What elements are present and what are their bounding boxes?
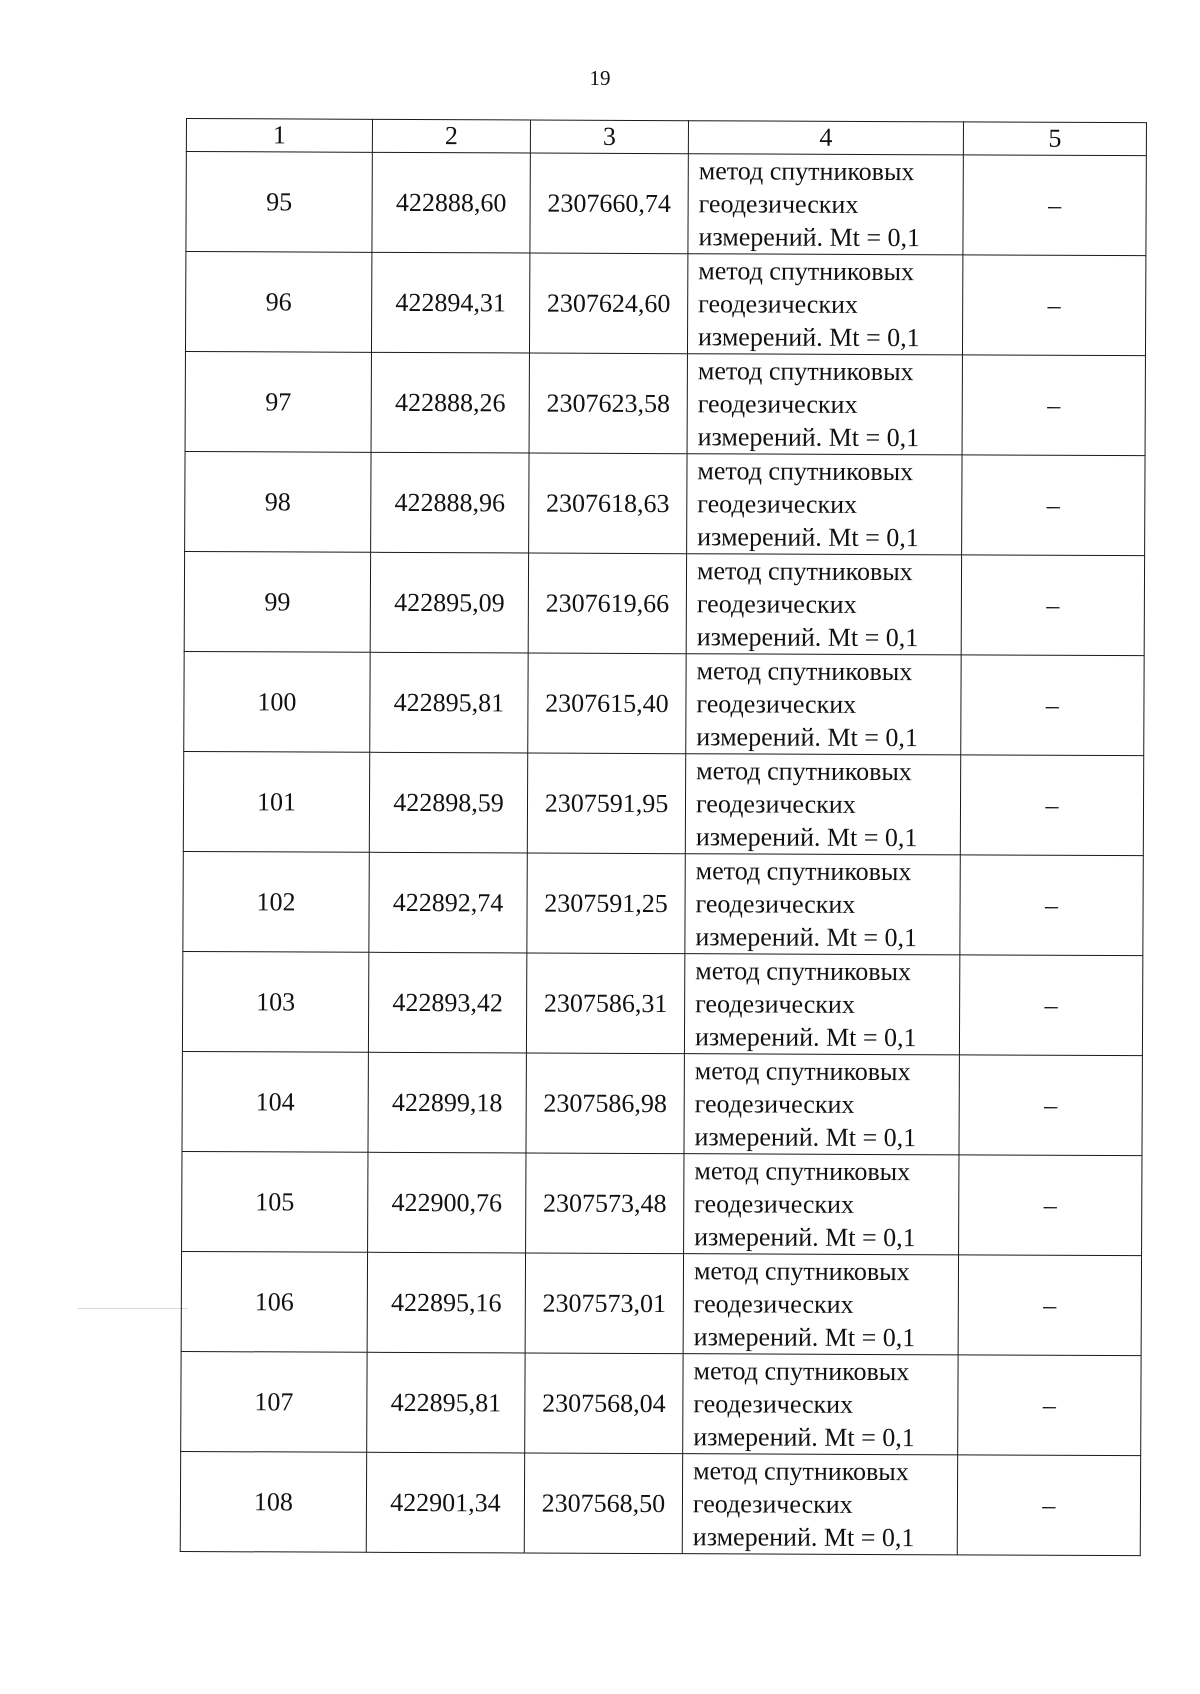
coordinate-y-cell: 2307591,25 [527, 853, 685, 954]
method-line-3: измерений. Mt = 0,1 [695, 822, 918, 853]
coordinate-y-cell: 2307624,60 [529, 253, 687, 354]
method-line-1: метод спутниковых [696, 556, 913, 587]
method-line-3: измерений. Mt = 0,1 [698, 222, 921, 253]
coordinate-x-cell: 422888,96 [371, 452, 529, 553]
point-number-cell: 105 [182, 1151, 368, 1252]
method-line-2: геодезических [694, 1189, 855, 1219]
method-line-2: геодезических [697, 389, 858, 419]
page-number: 19 [589, 66, 611, 90]
point-number-cell: 95 [186, 152, 372, 253]
table-row [185, 252, 1145, 356]
table-row [185, 351, 1145, 455]
method-line-3: измерений. Mt = 0,1 [697, 522, 919, 553]
description-cell: – [962, 255, 1145, 356]
point-number-cell: 108 [180, 1451, 366, 1552]
method-line-1: метод спутниковых [697, 456, 914, 487]
description-cell: – [963, 155, 1146, 256]
method-line-3: измерений. Mt = 0,1 [696, 722, 918, 753]
description-cell: – [961, 655, 1144, 756]
description-cell: – [960, 755, 1143, 856]
table-row [182, 951, 1142, 1055]
method-line-1: метод спутниковых [693, 1456, 909, 1487]
coordinate-y-cell: 2307615,40 [528, 653, 686, 754]
method-line-3: измерений. Mt = 0,1 [694, 1222, 916, 1253]
method-line-1: метод спутниковых [696, 656, 913, 687]
method-line-2: геодезических [696, 589, 857, 619]
method-line-3: измерений. Mt = 0,1 [692, 1522, 915, 1553]
table-row [184, 651, 1144, 755]
method-line-1: метод спутниковых [698, 156, 915, 187]
method-line-1: метод спутниковых [694, 1056, 911, 1087]
method-line-1: метод спутниковых [696, 756, 912, 787]
header-col-2: 2 [372, 119, 530, 153]
table-header-row [186, 119, 1146, 156]
method-cell [683, 1354, 958, 1455]
method-line-3: измерений. Mt = 0,1 [697, 422, 920, 453]
method-line-3: измерений. Mt = 0,1 [695, 922, 918, 953]
table-row [181, 1251, 1141, 1355]
method-cell [687, 354, 962, 455]
coordinate-y-cell: 2307660,74 [530, 153, 688, 254]
method-line-1: метод спутниковых [698, 256, 915, 287]
point-number-cell: 97 [185, 351, 371, 452]
coordinate-y-cell: 2307591,95 [527, 753, 685, 854]
coordinate-y-cell: 2307573,01 [525, 1253, 683, 1354]
coordinate-x-cell: 422894,31 [371, 252, 529, 353]
method-line-1: метод спутниковых [694, 1156, 911, 1187]
method-cell [686, 554, 961, 655]
point-number-cell: 103 [182, 951, 368, 1052]
table-row [180, 1451, 1140, 1555]
method-line-1: метод спутниковых [695, 856, 912, 887]
method-line-1: метод спутниковых [697, 356, 914, 387]
method-line-3: измерений. Mt = 0,1 [693, 1322, 916, 1353]
point-number-cell: 107 [181, 1351, 367, 1452]
method-line-3: измерений. Mt = 0,1 [697, 322, 920, 353]
point-number-cell: 106 [181, 1251, 367, 1352]
point-number-cell: 100 [184, 651, 370, 752]
method-line-2: геодезических [695, 789, 856, 819]
description-cell: – [962, 455, 1145, 556]
coordinate-y-cell: 2307573,48 [526, 1153, 684, 1254]
coordinate-y-cell: 2307619,66 [528, 553, 686, 654]
method-line-2: геодезических [695, 989, 855, 1019]
method-cell [686, 654, 961, 755]
point-number-cell: 98 [185, 451, 371, 552]
coordinate-y-cell: 2307623,58 [529, 353, 687, 454]
method-cell [685, 854, 960, 955]
method-line-3: измерений. Mt = 0,1 [696, 622, 919, 653]
description-cell: – [959, 1155, 1142, 1256]
coordinate-x-cell: 422898,59 [369, 752, 527, 853]
description-cell: – [959, 1055, 1142, 1156]
method-cell [688, 154, 963, 255]
description-cell: – [958, 1255, 1141, 1356]
method-line-3: измерений. Mt = 0,1 [694, 1022, 917, 1053]
table-row [183, 751, 1143, 855]
table-row [184, 551, 1144, 655]
method-line-2: геодезических [693, 1389, 854, 1419]
coordinate-x-cell: 422892,74 [369, 852, 527, 953]
coordinate-x-cell: 422895,81 [370, 652, 528, 753]
method-cell [687, 254, 962, 355]
method-line-2: геодезических [697, 489, 858, 519]
coordinate-y-cell: 2307618,63 [529, 453, 687, 554]
description-cell: – [962, 355, 1145, 456]
point-number-cell: 104 [182, 1051, 368, 1152]
header-col-4: 4 [688, 121, 963, 155]
method-cell [682, 1454, 957, 1555]
description-cell: – [958, 1355, 1141, 1456]
table-row [182, 1051, 1142, 1155]
table-row [182, 1151, 1142, 1255]
header-col-1: 1 [186, 119, 372, 153]
coordinate-x-cell: 422895,81 [367, 1352, 525, 1453]
method-line-2: геодезических [698, 189, 859, 219]
header-col-3: 3 [530, 120, 688, 154]
point-number-cell: 99 [184, 551, 370, 652]
point-number-cell: 96 [185, 252, 371, 353]
description-cell: – [959, 955, 1142, 1056]
description-cell: – [960, 855, 1143, 956]
method-line-2: геодезических [693, 1289, 854, 1319]
method-line-1: метод спутниковых [693, 1356, 910, 1387]
table-body [180, 152, 1146, 1556]
coordinate-x-cell: 422900,76 [368, 1152, 526, 1253]
method-line-1: метод спутниковых [695, 956, 912, 987]
coordinates-table [180, 118, 1147, 1556]
description-cell: – [957, 1455, 1140, 1556]
header-col-5: 5 [963, 122, 1146, 156]
point-number-cell: 101 [183, 751, 369, 852]
table-row [186, 152, 1146, 256]
method-line-2: геодезических [695, 889, 856, 919]
method-line-2: геодезических [694, 1089, 855, 1119]
coordinate-x-cell: 422888,60 [372, 152, 530, 253]
coordinate-y-cell: 2307568,04 [525, 1353, 683, 1454]
method-line-2: геодезических [696, 689, 857, 719]
method-cell [687, 454, 962, 555]
coordinate-x-cell: 422901,34 [366, 1452, 524, 1553]
method-line-3: измерений. Mt = 0,1 [694, 1122, 917, 1153]
coordinate-y-cell: 2307586,98 [526, 1053, 684, 1154]
method-cell [684, 1154, 959, 1255]
method-line-1: метод спутниковых [693, 1256, 910, 1287]
method-line-3: измерений. Mt = 0,1 [693, 1422, 915, 1453]
coordinate-x-cell: 422895,16 [367, 1252, 525, 1353]
coordinate-y-cell: 2307586,31 [526, 953, 684, 1054]
table-row [181, 1351, 1141, 1455]
scan-artifact-line [78, 1308, 188, 1309]
coordinate-x-cell: 422888,26 [371, 352, 529, 453]
table-row [183, 851, 1143, 955]
point-number-cell: 102 [183, 851, 369, 952]
method-cell [684, 954, 959, 1055]
coordinate-x-cell: 422893,42 [368, 952, 526, 1053]
method-cell [683, 1254, 958, 1355]
coordinate-y-cell: 2307568,50 [524, 1453, 682, 1554]
coordinate-x-cell: 422899,18 [368, 1052, 526, 1153]
table-row [185, 451, 1145, 555]
coordinate-x-cell: 422895,09 [370, 552, 528, 653]
method-line-2: геодезических [692, 1489, 853, 1519]
method-cell [685, 754, 960, 855]
method-line-2: геодезических [698, 289, 858, 319]
method-cell [684, 1054, 959, 1155]
description-cell: – [961, 555, 1144, 656]
